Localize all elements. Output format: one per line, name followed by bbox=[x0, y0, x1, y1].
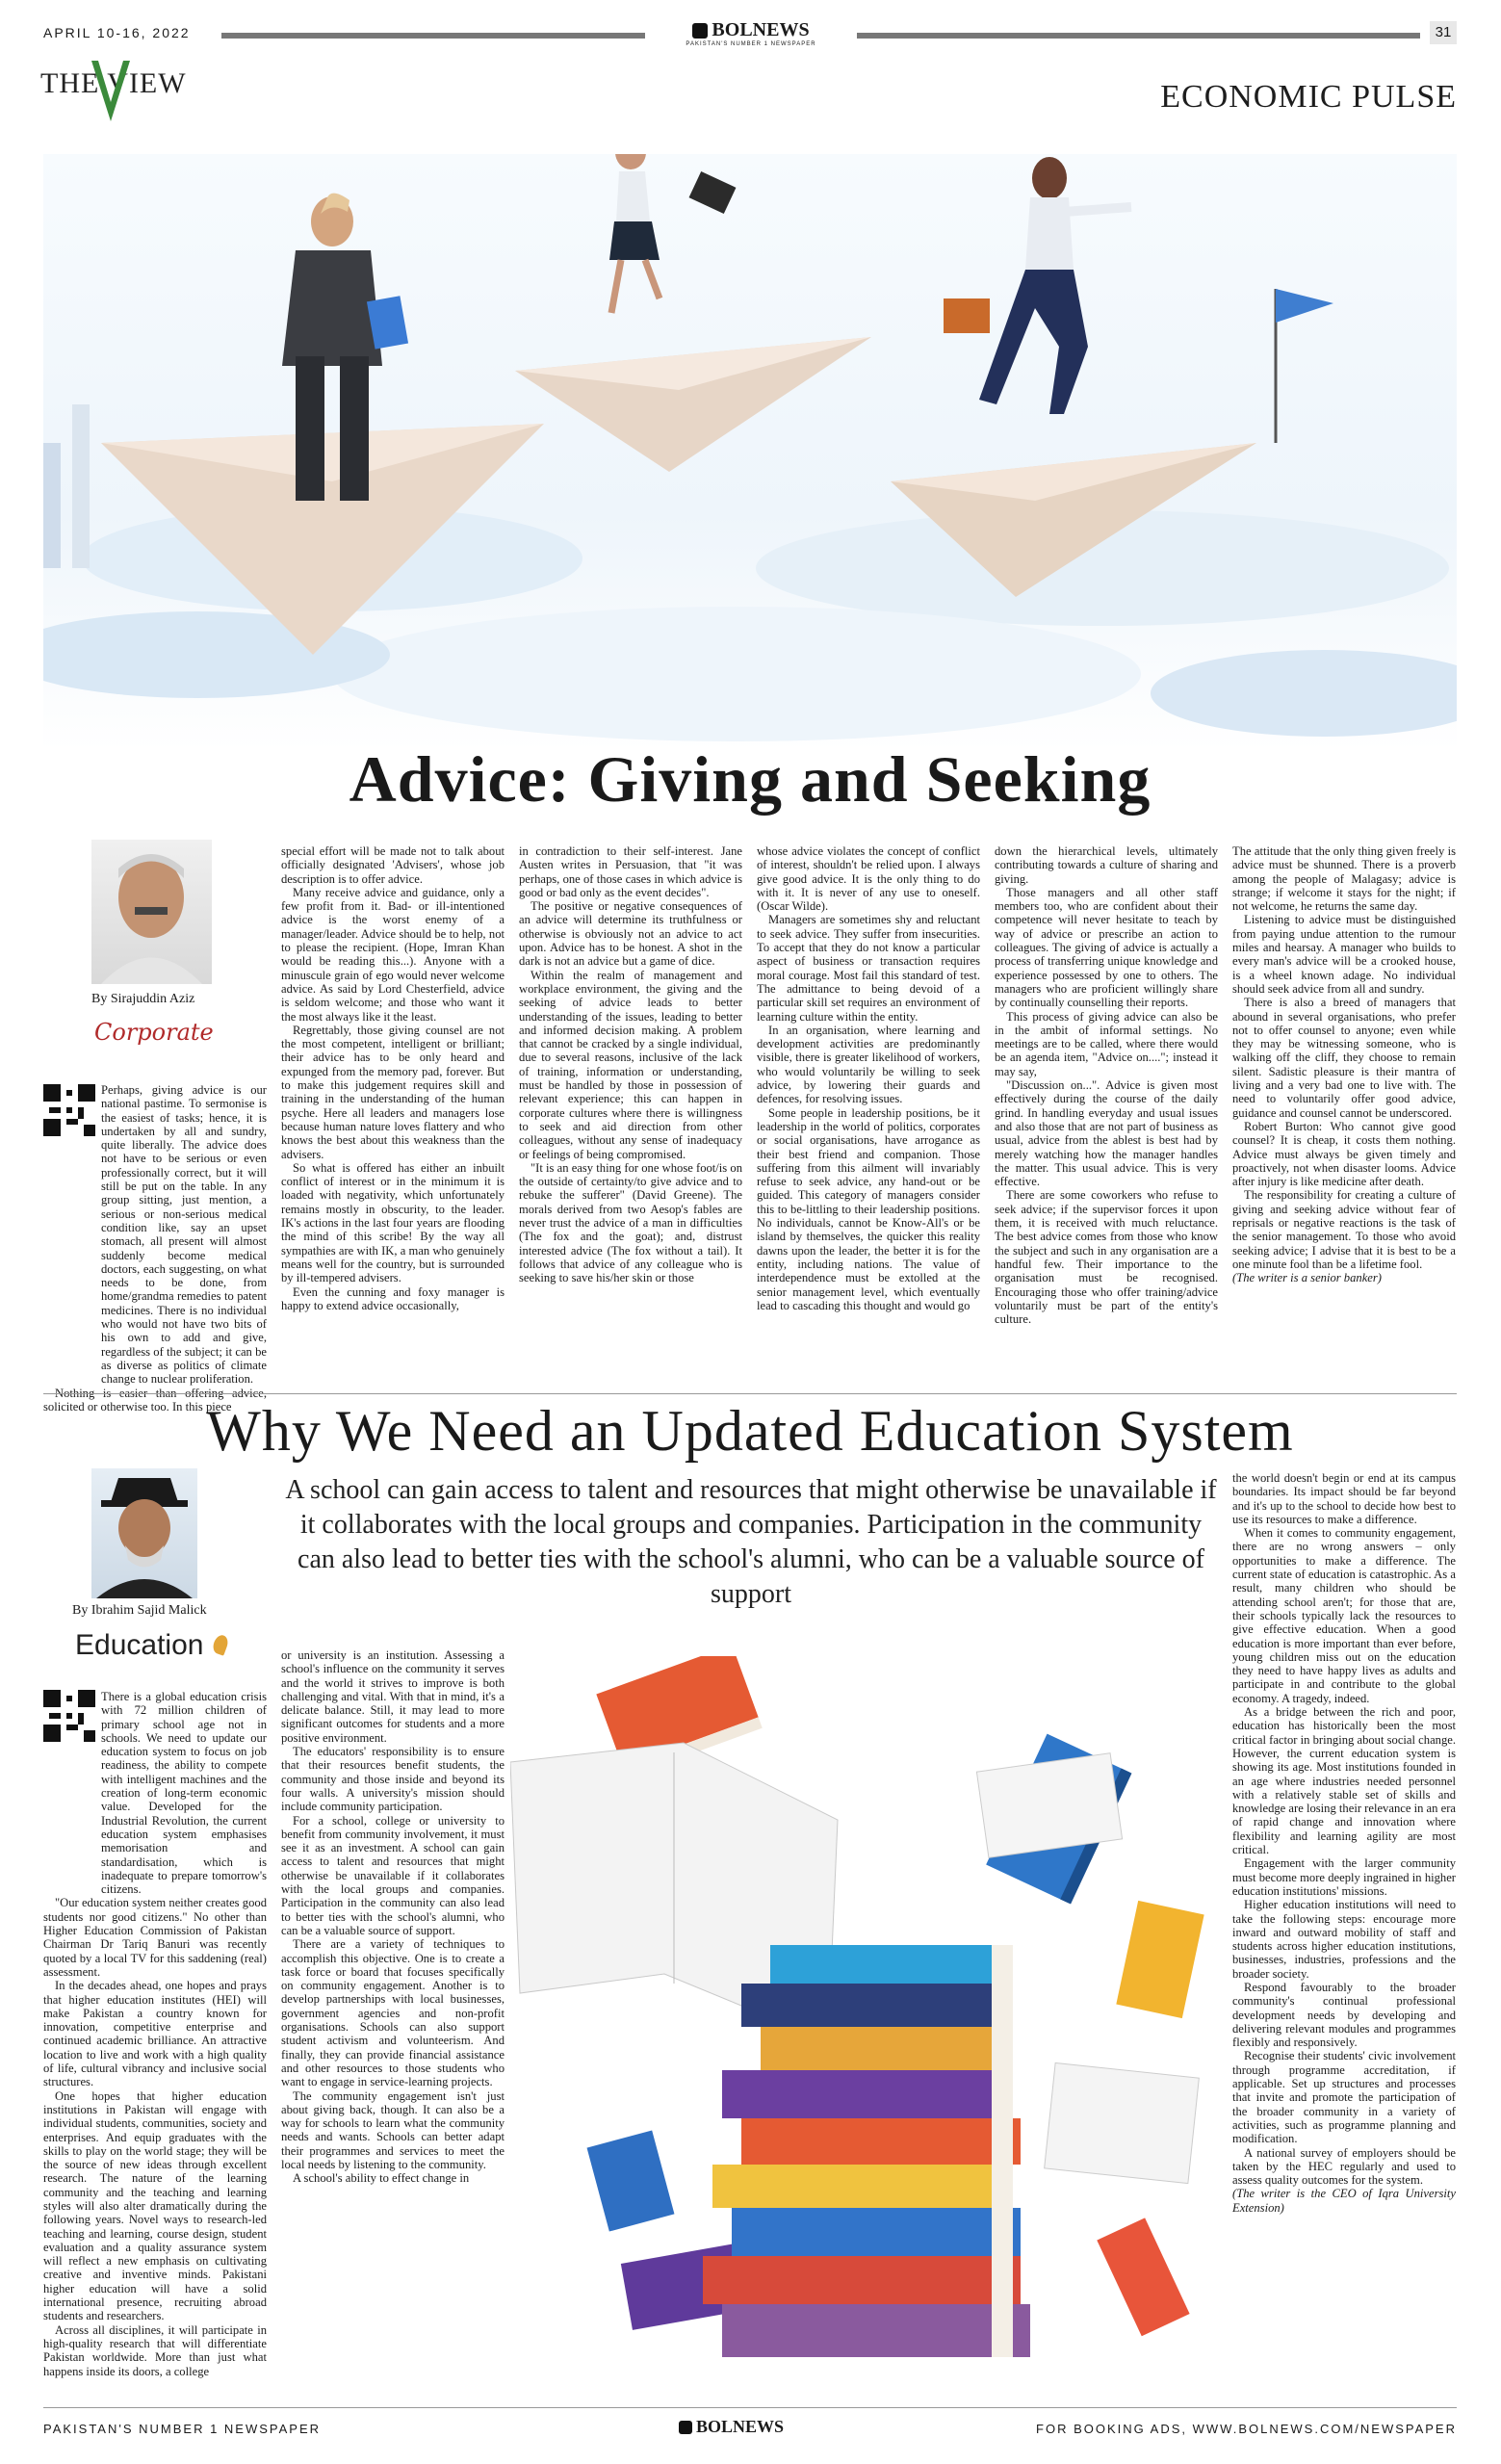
businessman-running-figure bbox=[944, 157, 1131, 414]
paragraph: This process of giving advice can also be in the ambit of informal settings. No meetings are to be called, where there would be an agenda item, "Advice on...."; instead it may say, bbox=[995, 1009, 1218, 1078]
article1-column-3 bbox=[519, 844, 742, 1384]
paragraph: special effort will be made not to talk about officially designated 'Advisers', whose job description is to offer advice. bbox=[281, 844, 505, 886]
article2-title: Why We Need an Updated Education System bbox=[206, 1399, 1294, 1463]
paragraph: the world doesn't begin or end at its campus boundaries. Its impact should be far beyond and it's up to the school to decide how best to use its resources to make a difference. bbox=[1232, 1471, 1456, 1526]
paper-planes-scene bbox=[43, 154, 1457, 751]
footer-right-text[interactable]: FOR BOOKING ADS, WWW.BOLNEWS.COM/NEWSPAPER bbox=[1036, 2422, 1457, 2436]
author2-photo bbox=[91, 1468, 197, 1598]
article2-column-2 bbox=[281, 1648, 505, 2395]
paragraph: There is a global education crisis with 72 million children of primary school age not in schools. We need to update our education system to focus on job readiness, the ability to compete with intelligent machines and the creation of long-term economic value. Developed for the Industrial Revolution, the current education system emphasises memorisation and standardisation, which is inadequate to prepare tomorrow's citizens. bbox=[101, 1690, 267, 1897]
article1-col1b-text: Nothing is easier than offering advice, solicited or otherwise too. In this piece bbox=[43, 1386, 267, 1414]
section-logo-the-view bbox=[40, 67, 187, 135]
hero-illustration bbox=[43, 154, 1457, 751]
flag-icon bbox=[1276, 289, 1333, 443]
paragraph: Respond favourably to the broader community's continual professional development needs by developing and delivering relevant modules and programmes flexibly and responsively. bbox=[1232, 1980, 1456, 2050]
article1-column-5 bbox=[995, 844, 1218, 1384]
paragraph: There is also a breed of managers that abound in several organisations, who prefer not to offer counsel to anyone; even while they may be witnessing someone, who is walking off the cliff, they choose to remain silent. Sadistic pleasure is their mantra of living and a very bad one to live with. The need to voluntarily offer good advice, guidance and counsel cannot be underscored. bbox=[1232, 996, 1456, 1120]
paragraph: down the hierarchical levels, ultimately contributing towards a culture of sharing and giving. bbox=[995, 844, 1218, 886]
paragraph: Many receive advice and guidance, only a few profit from it. Bad- or ill-intentioned advice is the worst enemy of a manager/leader. Advice should be to help, not to please the recipient. (Hope, Imran Khan would be reading this...). Anyone with a minuscule grain of ego would never welcome advice. As said by Lord Chesterfield, advice is seldom welcome; and those who want it the most always like it the least. bbox=[281, 885, 505, 1024]
section-right-label: ECONOMIC PULSE bbox=[1160, 79, 1457, 115]
article1-column-4 bbox=[757, 844, 980, 1384]
brand-name: BOLNEWS bbox=[712, 19, 810, 40]
section-left-label: THE VIEW bbox=[40, 67, 187, 99]
bol-logo-icon bbox=[692, 23, 708, 39]
paragraph: The positive or negative consequences of an advice will determine its truthfulness or otherwise is obviously not an advice to act upon. Advice has to be honest. A shot in the dark is not an advice but a game of dice. bbox=[519, 899, 742, 969]
paragraph: So what is offered has either an inbuilt conflict of interest or in the minimum it is loaded with negativity, which unfortunately remains mostly in obscurity, to the leader. IK's actions in the last four years are flooding the mind of this scribe! By the way all sympathies are with IK, a man who genuinely means well for the country, but is surrounded by ill-tempered advisers. bbox=[281, 1160, 505, 1285]
footer-brand: BOLNEWS bbox=[696, 2417, 785, 2436]
article1-column-6 bbox=[1232, 844, 1456, 1384]
brand-tagline: PAKISTAN'S NUMBER 1 NEWSPAPER bbox=[686, 41, 816, 47]
article1-footnote: (The writer is a senior banker) bbox=[1232, 1271, 1382, 1285]
article2-column-3 bbox=[1232, 1471, 1456, 2391]
paragraph: The community engagement isn't just about giving back, though. It can also be a way for schools to learn what the community needs and wants. Schools can better adapt their programmes and services to meet the local needs by listening to the community. bbox=[281, 2088, 505, 2171]
paragraph: Those managers and all other staff members too, who are confident about their competence will never hesitate to teach by way of advice or prescribe an action to colleagues. The giving of advice is actually a process of transferring unique knowledge and experience possessed by one to others. The managers who are proficient willingly share by continually counselling their reports. bbox=[995, 885, 1218, 1010]
paragraph: A school's ability to effect change in bbox=[293, 2171, 470, 2186]
author2-byline: By Ibrahim Sajid Malick bbox=[72, 1603, 207, 1618]
article2-pullquote: A school can gain access to talent and resources that might otherwise be unavailable if it collaborates with the local groups and companies. Participation in the community can also lead to better ties with the school's alumni, who can be a valuable source of support bbox=[285, 1475, 1217, 1609]
paragraph: Across all disciplines, it will participate in high-quality research that will differentiate Pakistan worldwide. More than just what happens inside its doors, a college bbox=[43, 2322, 267, 2378]
paragraph: Regrettably, those giving counsel are not the most competent, intelligent or brilliant; their advice has to be only heard and expunged from the memory pad, forever. But to make this judgement requires skill and training in the understanding of the human psyche. Here all leaders and managers lose because human nature loves flattery and who knows the best about this weakness than the advisers. bbox=[281, 1023, 505, 1161]
paragraph: The responsibility for creating a culture of giving and seeking advice without fear of reprisals or negative reactions is the task of the senior management. To those who avoid seeking advice; I advise that it is best to be a one minute fool than be a lifetime fool. bbox=[1232, 1188, 1456, 1271]
masthead-logo bbox=[669, 19, 833, 47]
paragraph: Higher education institutions will need to take the following steps: encourage more inward and outward mobility of staff and students across higher education institutions, businesses, industries, professions and the broader society. bbox=[1232, 1898, 1456, 1981]
paragraph: or university is an institution. Assessing a school's influence on the community it serves and the world it strives to improve is both challenging and vital. With that in mind, it's a delicate balance. Still, it may lead to more significant outcomes for students and a more positive environment. bbox=[281, 1648, 505, 1745]
article2-tag bbox=[75, 1629, 227, 1662]
paragraph: Managers are sometimes shy and reluctant to seek advice. They suffer from insecurities. To accept that they do not know a particular aspect of business or transaction requires moral courage. Most fail this standard of test. The admittance to being devoid of a particular skill set requires an environment of learning culture within the entity. bbox=[757, 913, 980, 1024]
issue-date: APRIL 10-16, 2022 bbox=[43, 25, 191, 40]
paragraph: Within the realm of management and workplace environment, the giving and the seeking of advice leads to better understanding of the issues, leading to better and informed decision making. A problem that cannot be cracked by a single individual, due to several reasons, inclusive of the lack of training, information or understanding, must be handled by those in possession of relevant experience; this can happen in corporate cultures where there is willingness to seek and aid direction from other colleagues, without any sense of inadequacy or feelings of being compromised. bbox=[519, 968, 742, 1161]
footer-rule bbox=[43, 2407, 1457, 2408]
paragraph: Robert Burton: Who cannot give good counsel? It is cheap, it costs them nothing. Advice must always be given timely and proactively, not when disaster looms. Advice after injury is like medicine after death. bbox=[1232, 1119, 1456, 1189]
author1-byline: By Sirajuddin Aziz bbox=[91, 992, 195, 1006]
article2-footnote: (The writer is the CEO of Iqra University Extension) bbox=[1232, 2187, 1456, 2215]
books-illustration bbox=[510, 1656, 1223, 2388]
paragraph: whose advice violates the concept of conflict of interest, shouldn't be relied upon. I always give good advice. It is the only thing to do with it. It is never of any use to oneself. (Oscar Wilde). bbox=[757, 844, 980, 914]
paragraph: Engagement with the larger community must become more deeply ingrained in higher education institutions' missions. bbox=[1232, 1856, 1456, 1898]
paragraph: The attitude that the only thing given freely is advice must be shunned. There is a proverb among the people of Malagasy; advice is strange; if welcome it stays for the night; if not welcome, he returns the same day. bbox=[1232, 844, 1456, 914]
paragraph: Recognise their students' civic involvement through programme accreditation, if applicable. Set up structures and processes that invite and promote the participation of the broader community in a variety of activities, such as programme planning and modification. bbox=[1232, 2049, 1456, 2146]
paragraph: In the decades ahead, one hopes and prays that higher education institutes (HEI) will make Pakistan a country known for innovation, competitive enterprise and continued academic brilliance. An attractive location to live and work with a high quality of life, cultural vibrancy and inclusive social structures. bbox=[43, 1979, 267, 2089]
article1-title: Advice: Giving and Seeking bbox=[349, 742, 1152, 816]
article1-column-2 bbox=[281, 844, 505, 1384]
paragraph: in contradiction to their self-interest. Jane Austen writes in Persuasion, that "it was perhaps, one of those cases in which advice is good or bad only as the event decides". bbox=[519, 844, 742, 899]
paragraph: The educators' responsibility is to ensure that their resources benefit students, the community and those inside and beyond its four walls. A university's mission should include community participation. bbox=[281, 1745, 505, 1814]
page-number: 31 bbox=[1430, 21, 1457, 44]
paragraph: Some people in leadership positions, be it leadership in the world of politics, corporates or social organisations, have arrogance as their best friend and companion. Those suffering from this ailment will invariably refuse to seek advice, any hand-out or be guided. This category of managers consider this to be-littling to their leadership positions. No individuals, cannot be Know-All's or be island by themselves, the quicker this reality dawns upon the leader, the better it is for the entity, including nations. The value of interdependence must be extolled at the senior management level, which eventually lead to cascading this thought and would go bbox=[757, 1105, 980, 1312]
article1-tag: Corporate bbox=[94, 1019, 214, 1046]
article2-column-1 bbox=[43, 1690, 267, 2393]
paragraph: "Discussion on...". Advice is given most effectively during the course of the daily grind. In handling everyday and usual issues and also those that are not part of business as usual, advice from the ablest is best had by merely watching how the manager handles the matter. This usual advice. This is very effective. bbox=[995, 1078, 1218, 1189]
stacked-books-scene bbox=[510, 1656, 1223, 2388]
paragraph: Even the cunning and foxy manager is happy to extend advice occasionally, bbox=[281, 1284, 505, 1312]
header-rule-left bbox=[221, 33, 645, 39]
paragraph: There are some coworkers who refuse to seek advice; if the supervisor forces it upon them, it is received with much reluctance. The best advice comes from those who know the subject and such in any organisation are a handful few. Their importance to the organisation must be recognised. Encouraging those who offer training/advice voluntarily must be part of the entity's culture. bbox=[995, 1188, 1218, 1327]
paragraph: For a school, college or university to benefit from community involvement, it must see it as an investment. A school can gain access to talent and resources that might otherwise be unavailable if it collaborates with the local groups and companies. Participation in the community can also lead to better ties with the school's alumni, who can be a valuable source of support. bbox=[281, 1813, 505, 1937]
header-rule-right bbox=[857, 33, 1420, 39]
paragraph: As a bridge between the rich and poor, education has historically been the most critical factor in bringing about social change. However, the current education system is showing its age. Most institutions founded in an age where industries needed personnel with a relatively stable set of skills and knowledge are losing their relevance in an era of rapid change and innovation where flexibility and learning agility are most critical. bbox=[1232, 1705, 1456, 1857]
paragraph: In an organisation, where learning and development activities are predominantly visible, there is greater likelihood of workers, who would voluntarily be willing to seek advice, by lowering their guards and defences, for resolving issues. bbox=[757, 1023, 980, 1106]
flame-icon bbox=[211, 1633, 230, 1656]
article-divider bbox=[43, 1393, 1457, 1394]
article1-column-1 bbox=[43, 1083, 267, 1414]
footer-logo bbox=[679, 2417, 784, 2437]
paragraph: A national survey of employers should be taken by the HEC regularly and used to assess quality outcomes for the system. bbox=[1232, 2145, 1456, 2188]
article2-tag-text: Education bbox=[75, 1629, 204, 1661]
bol-logo-icon bbox=[679, 2421, 692, 2434]
author1-photo bbox=[91, 840, 212, 984]
paragraph: One hopes that higher education institutions in Pakistan will engage with individual students, communities, society and enterprises. And equip graduates with the skills to play on the world stage; they will be the source of new ideas through excellent research. The nature of the learning community and the teaching and learning styles will also alter dramatically during the following years. Novel ways to research-led teaching and learning, course design, student evaluation and a quality assurance system will reflect a new emphasis on cultivating creative and inventive minds. Pakistani higher education will have a solid international presence, recruiting abroad students and researchers. bbox=[43, 2088, 267, 2323]
paragraph: When it comes to community engagement, there are no wrong answers – only opportunities to make a difference. The current state of education is catastrophic. As a result, many children who should be attending school aren't; for those that are, their schools typically lack the resources to give effective education. When a good education is more important than ever before, young children miss out on the education they need to have happy lives as adults and participate in and contribute to the global economy. A tragedy, indeed. bbox=[1232, 1526, 1456, 1705]
paragraph: "Our education system neither creates good students nor good citizens." No other than Higher Education Commission of Pakistan Chairman Dr Tariq Banuri was recently quoted by a local TV for this saddening (real) assessment. bbox=[43, 1896, 267, 1979]
paragraph: There are a variety of techniques to accomplish this objective. One is to create a task force or board that focuses specifically on community engagement. Another is to develop partnerships with local businesses, government agencies and non-profit organisations. Schools can also support student activism and volunteerism. And finally, they can provide financial assistance and other resources to those students who want to engage in service-learning projects. bbox=[281, 1937, 505, 2089]
footer-left-text: PAKISTAN'S NUMBER 1 NEWSPAPER bbox=[43, 2422, 322, 2436]
paragraph: "It is an easy thing for one whose foot/is on the outside of certainty/to give advice and to rebuke the sufferer" (David Greene). The morals derived from two Aesop's fables are never trust the advice of a man in difficulties (The fox and the goat); and, distrust interested advice (The fox without a tail). It follows that advice of any colleague who is seeking to save his/her skin or those bbox=[519, 1160, 742, 1285]
leaf-v-icon bbox=[87, 56, 135, 123]
businesswoman-figure bbox=[609, 154, 736, 313]
article1-col1-text: Perhaps, giving advice is our national pastime. To sermonise is the easiest of tasks; hence, it is undertaken by all and sundry, quite liberally. The advice does not have to be serious or even professionally correct, but it will still be put on the table. In any group sitting, just mention, a serious or non-serious medical condition like, say an upset stomach, all present will almost suddenly become medical doctors, each suggesting, on what needs to be done, from home/grandma remedies to patent medicines. There is no individual who would not have two bits of his own to add and give, regardless of the subject; it can be as diverse as politics of climate change to nuclear proliferation. bbox=[101, 1083, 267, 1387]
paragraph: Listening to advice must be distinguished from paying undue attention to the rumour miles and hearsay. A manager who builds to every man's advice will be a crooked house, is a wheel known adage. No individual should seek advice from all and sundry. bbox=[1232, 913, 1456, 996]
